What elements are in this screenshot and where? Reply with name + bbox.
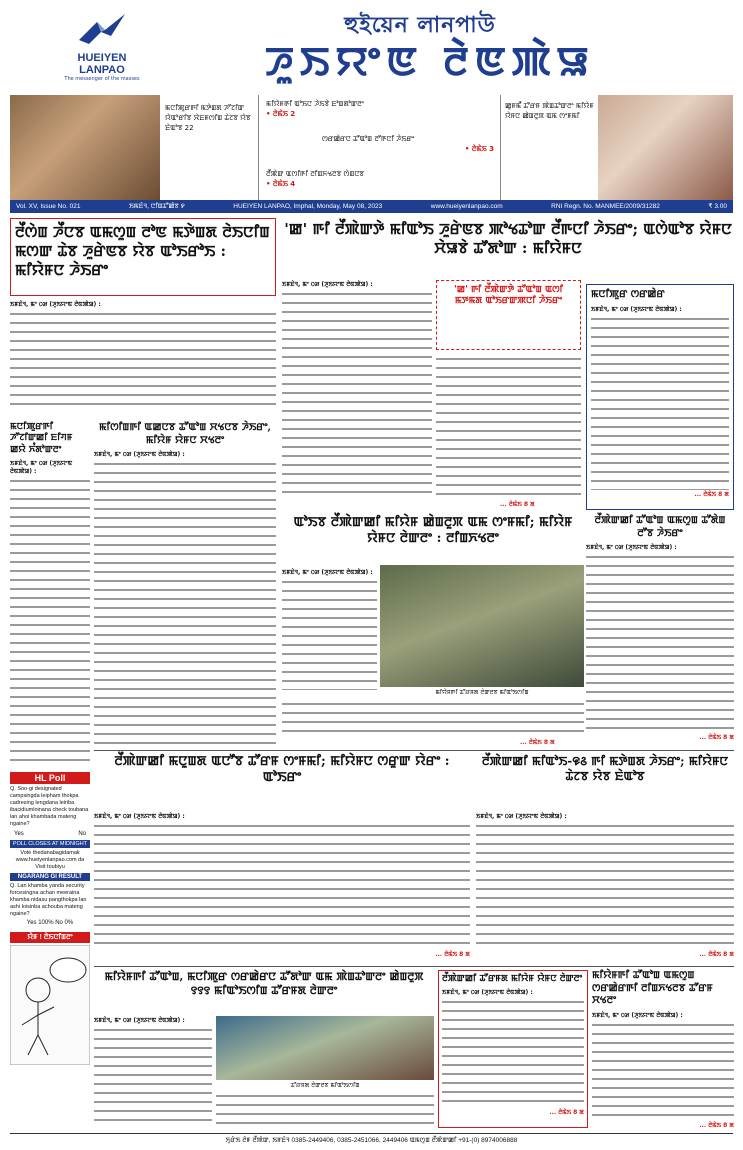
issue-reg: RNI Regn. No. MANMEE/2009/31282 <box>551 203 660 210</box>
story-2-subhead: 'ꯀ' ꯒꯤ ꯂꯩꯄꯥꯛꯇꯥ ꯊꯧꯑꯣꯡ ꯑꯁꯤ ꯃꯇꯃꯗ ꯑꯣꯏꯔꯛꯄꯅꯤ ꯍꯥꯏꯔꯦ <box>454 285 563 307</box>
story-9-continued[interactable]: ... ꯂꯥꯃꯥꯏ 8 ꯗ <box>699 951 734 958</box>
story-6-photo <box>380 565 584 687</box>
story-9-headline: ꯂꯩꯄꯥꯛꯀꯤ ꯃꯤꯑꯣꯏ-꯶꯴ ꯒꯤ ꯃꯇꯥꯡꯗ ꯍꯥꯏꯔꯦ; ꯃꯤꯌꯥꯝꯅ ꯊꯥꯖꯕ ꯌꯥꯕ ꯐꯥꯑꯣꯕ <box>481 754 729 783</box>
story-1-text <box>10 310 276 410</box>
story-8-headline: ꯂꯩꯄꯥꯛꯀꯤ ꯃꯅꯨꯡꯗ ꯑꯅꯧꯕ ꯊꯧꯔꯝ ꯁꯦꯝꯃꯤ; ꯃꯤꯌꯥꯝꯅ ꯁꯔꯨꯛ ꯌꯥꯔꯦ : ꯑꯣꯏꯔꯦ <box>114 754 450 786</box>
story-2-body <box>282 280 432 510</box>
story-6-body <box>282 568 377 698</box>
story-9-headline-box[interactable] <box>476 754 734 810</box>
story-7-headline: ꯂꯩꯄꯥꯛꯀꯤ ꯊꯧꯑꯣꯡ ꯑꯃꯁꯨꯡ ꯊꯧꯗꯥꯡ ꯂꯧꯕ ꯍꯥꯏꯔꯦ <box>594 515 726 539</box>
story-2-text <box>282 290 432 500</box>
story-12-dateline: ꯏꯝꯐꯥꯜ, ꯃꯦ ꯰꯷ (ꯍꯨꯏꯌꯦꯟ ꯂꯥꯟꯄꯥꯎ) : <box>592 1011 683 1019</box>
story-8-body <box>94 812 470 962</box>
story-8-continued[interactable]: ... ꯂꯥꯃꯥꯏ 8 ꯗ <box>435 951 470 958</box>
story-12-headline: ꯃꯤꯌꯥꯝꯒꯤ ꯊꯧꯑꯣꯡ ꯑꯃꯁꯨꯡ ꯁꯔꯀꯥꯔꯒꯤ ꯂꯤꯡꯈꯠꯂꯕ ꯊꯧꯔꯝ ꯆꯠꯂꯦ <box>592 970 713 1006</box>
story-4-headline: ꯃꯅꯤꯄꯨꯔꯒꯤ ꯍꯧꯖꯤꯛꯀꯤ ꯐꯤꯚꯝ ꯀꯌꯥ ꯈꯪꯗꯣꯛꯂꯦ <box>10 422 73 455</box>
masthead-title-bengali: হুইয়েন লানপাউ <box>344 13 496 38</box>
divider <box>258 95 259 200</box>
issue-vol: Vol. XV, Issue No. 021 <box>16 203 81 210</box>
story-11-continued[interactable]: ... ꯂꯥꯃꯥꯏ 8 ꯗ <box>549 1109 584 1117</box>
story-11-box <box>438 970 588 1128</box>
masthead <box>0 0 743 92</box>
story-1-headline: ꯂꯩꯁꯥꯡ ꯍꯩꯅꯕ ꯑꯃꯁꯨꯡ ꯂꯣꯟ ꯃꯇꯥꯡꯗ ꯂꯥꯏꯅꯤꯡ ꯃꯁꯛ ꯊꯥꯕ ꯍꯨꯔꯥꯟꯕ ꯌꯥꯕ ꯑꯣꯏꯔꯣꯏ : ꯃꯤꯌꯥꯝꯅ ꯍꯥꯏꯔꯦ <box>15 223 270 279</box>
story-2-headline-box[interactable] <box>282 218 734 274</box>
top-left-teaser: ꯃꯅꯤꯄꯨꯔꯒꯤ ꯃꯇꯥꯡꯗ ꯍꯧꯖꯤꯛ ꯌꯥꯑꯣꯔꯤꯕ ꯋꯥꯐꯝꯁꯤꯡ ꯊꯥꯖꯕ ꯌꯥꯕ ꯐꯥꯑꯣꯕ 22 <box>165 104 251 132</box>
poll-no[interactable]: No <box>78 831 86 837</box>
story-10-dateline: ꯏꯝꯐꯥꯜ, ꯃꯦ ꯰꯷ (ꯍꯨꯏꯌꯦꯟ ꯂꯥꯟꯄꯥꯎ) : <box>94 1017 185 1024</box>
teaser-item[interactable] <box>262 130 498 165</box>
poll-options <box>10 830 90 838</box>
story-2-continued[interactable]: ... ꯂꯥꯃꯥꯏ 8 ꯗ <box>500 501 535 508</box>
story-1-headline-box[interactable] <box>10 218 276 296</box>
story-6-dateline: ꯏꯝꯐꯥꯜ, ꯃꯦ ꯰꯷ (ꯍꯨꯏꯌꯦꯟ ꯂꯥꯟꯄꯥꯎ) : <box>282 569 373 576</box>
story-5-dateline: ꯏꯝꯐꯥꯜ, ꯃꯦ ꯰꯷ (ꯍꯨꯏꯌꯦꯟ ꯂꯥꯟꯄꯥꯎ) : <box>94 451 185 458</box>
story-8-headline-box[interactable] <box>94 754 470 810</box>
footer: ꯈꯨꯔꯥꯏ ꯂꯥꯝ ꯂꯩꯄꯥꯛ, ꯏꯝꯐꯥꯜ 0385-2449406, 0385-2451066, 2449406 ꯑꯃꯁꯨꯡ ꯂꯩꯄꯥꯛꯀꯤ +91-(0) 8974006888 <box>10 1133 733 1147</box>
top-right-photo <box>598 95 733 200</box>
cartoon-title: ꯌꯥꯝ ! ꯂꯥꯏꯅꯤꯡꯂꯦ <box>10 932 90 943</box>
top-right-teaser: ꯀꯨꯝꯃꯩ ꯊꯧꯔꯝ ꯄꯥꯡꯊꯣꯛꯂꯦ ꯃꯤꯌꯥꯝ ꯌꯥꯝꯅ ꯀꯥꯡꯂꯨꯞ ꯑꯃ ꯁꯦꯝꯃꯤ <box>505 102 594 120</box>
story-7-text <box>586 553 734 733</box>
issue-price: ₹ 3.00 <box>708 203 727 210</box>
divider <box>94 750 734 751</box>
poll-question: Q. Soo-gi designated campsingda leipham thokpa cadresing lengdana leiriba ibacidiumloinana check toubana lan ahoi khambada mateng ngaine? <box>10 786 89 827</box>
story-10-headline: ꯃꯤꯌꯥꯝꯒꯤ ꯊꯧꯑꯣꯡ, ꯃꯅꯤꯄꯨꯔ ꯁꯔꯀꯥꯔꯅ ꯊꯧꯗꯣꯛ ꯑꯃ ꯄꯥꯡꯊꯣꯛꯂꯦ ꯀꯥꯡꯂꯨꯞ ꯱꯱꯱ ꯃꯤꯑꯣꯏꯁꯤꯡ ꯊꯧꯔꯝꯗ ꯂꯥꯛꯂꯦ <box>104 970 424 997</box>
issue-date-local: ꯏꯃꯐꯥꯜ, ꯅꯤꯡꯊꯧꯀꯥꯕ ꯸ <box>128 203 185 210</box>
story-3-text <box>591 315 729 490</box>
story-2-headline: 'ꯀ' ꯒꯤ ꯂꯩꯄꯥꯛꯇꯥ ꯃꯤꯑꯣꯏ ꯍꯨꯔꯥꯟꯕ ꯄꯣꯠꯊꯣꯛ ꯂꯩꯒꯅꯤ ꯍꯥꯏꯔꯦ; ꯑꯁꯥꯑꯣꯕ ꯌꯥꯝꯅ ꯆꯥꯎꯕꯥ ꯊꯧꯗꯣꯛ : ꯃꯤꯌꯥꯝꯅ <box>284 220 732 257</box>
cartoon-icon <box>10 945 90 1065</box>
teaser-page: • ꯂꯥꯃꯥꯏ 2 <box>266 110 296 118</box>
story-9-body <box>476 812 734 962</box>
story-7-continued[interactable]: ... ꯂꯥꯃꯥꯏ 8 ꯗ <box>699 734 734 741</box>
teaser-text: ꯂꯩꯄꯥꯛ ꯑꯁꯤꯒꯤ ꯂꯤꯡꯈꯠꯂꯕ ꯁꯥꯡꯅꯕ <box>266 170 365 178</box>
logo-name-line2: LANPAO <box>79 64 125 76</box>
teaser-text: ꯃꯤꯌꯥꯝꯒꯤ ꯑꯣꯏꯅ ꯍꯥꯏꯕꯥ ꯐꯣꯡꯗꯣꯛꯂꯦ <box>266 100 364 108</box>
top-mid-teasers <box>262 95 498 200</box>
story-2-subhead-box <box>436 280 581 350</box>
story-6-caption: ꯃꯤꯌꯥꯝꯒꯤ ꯊꯧꯔꯝꯗ ꯂꯥꯛꯂꯕ ꯃꯤꯑꯣꯏꯁꯤꯡ <box>435 689 529 696</box>
divider <box>500 95 501 200</box>
story-10-photo <box>216 1016 434 1080</box>
divider <box>94 966 734 967</box>
story-3-headline: ꯃꯅꯤꯄꯨꯔ ꯁꯔꯀꯥꯔ <box>591 289 665 300</box>
logo-name-line1: HUEIYEN <box>77 52 127 64</box>
story-6-headline-box[interactable] <box>282 515 584 565</box>
story-3-continued[interactable]: ... ꯂꯥꯃꯥꯏ 8 ꯗ <box>694 490 729 498</box>
story-10-headline-box[interactable] <box>94 970 434 1014</box>
logo-tagline: The messenger of the masses <box>64 76 140 82</box>
teaser-text: ꯁꯔꯀꯥꯔꯅ ꯊꯧꯑꯣꯡ ꯂꯧꯒꯅꯤ ꯍꯥꯏꯔꯦ <box>322 135 415 143</box>
story-12 <box>592 970 734 1128</box>
story-6-continued[interactable]: ... ꯂꯥꯃꯥꯏ 8 ꯗ <box>520 739 555 746</box>
story-2-dateline: ꯏꯝꯐꯥꯜ, ꯃꯦ ꯰꯷ (ꯍꯨꯏꯌꯦꯟ ꯂꯥꯟꯄꯥꯎ) : <box>282 281 373 288</box>
poll-title: HL Poll <box>10 772 90 784</box>
story-6-headline: ꯑꯣꯏꯕ ꯂꯩꯄꯥꯛꯀꯤ ꯃꯤꯌꯥꯝ ꯀꯥꯡꯂꯨꯞ ꯑꯃ ꯁꯦꯝꯃꯤ; ꯃꯤꯌꯥꯝ ꯌꯥꯝꯅ ꯂꯥꯛꯂꯦ : ꯂꯤꯡꯈꯠꯂꯦ <box>293 515 573 547</box>
story-4-text <box>10 477 90 762</box>
poll-result-title: NGARANG GI RESULT <box>10 873 90 881</box>
poll-yes[interactable]: Yes <box>14 831 24 837</box>
story-10-caption: ꯊꯧꯔꯝꯗ ꯂꯥꯛꯂꯕ ꯃꯤꯑꯣꯏꯁꯤꯡ <box>290 1082 360 1089</box>
poll-sidebar <box>10 772 90 1127</box>
story-10-text-bottom <box>216 1092 434 1128</box>
poll-result-question: Q. Lan khamba yanda security forcesingna achan meeraina khamba nidasu pangthokpa lan ashi loisinba achouba mateng ngaine? <box>10 883 87 917</box>
story-5-text <box>94 460 276 750</box>
teaser-item[interactable] <box>262 165 498 200</box>
story-12-text <box>592 1021 734 1121</box>
teaser-item[interactable] <box>262 95 498 130</box>
story-1-dateline: ꯏꯝꯐꯥꯜ, ꯃꯦ ꯰꯷ (ꯍꯨꯏꯌꯦꯟ ꯂꯥꯟꯄꯥꯎ) : <box>10 301 101 308</box>
story-1-body <box>10 300 276 418</box>
poll-result-values: Yes 100% No 0% <box>26 920 74 926</box>
story-6-text <box>282 578 377 690</box>
story-11-headline: ꯂꯩꯄꯥꯛꯀꯤ ꯊꯧꯔꯝꯗ ꯃꯤꯌꯥꯝ ꯌꯥꯝꯅ ꯂꯥꯛꯂꯦ <box>442 974 583 984</box>
story-10-text <box>94 1026 212 1122</box>
story-11-dateline: ꯏꯝꯐꯥꯜ, ꯃꯦ ꯰꯷ (ꯍꯨꯏꯌꯦꯟ ꯂꯥꯟꯄꯥꯎ) : <box>442 989 533 997</box>
story-5 <box>94 422 276 767</box>
issue-website[interactable]: www.hueiyenlanpao.com <box>430 203 503 210</box>
bird-logo-icon <box>75 10 129 48</box>
story-2-text-col2 <box>436 355 581 500</box>
issue-strip <box>10 200 733 213</box>
story-10-body <box>94 1016 212 1128</box>
story-7 <box>586 515 734 745</box>
poll-vote-info[interactable]: Vote thedanabagidamak www.hueiyenlanpao.com da Visit toubiyu <box>15 850 85 870</box>
poll-closes: POLL CLOSES AT MIDNIGHT <box>10 840 90 848</box>
teaser-page: • ꯂꯥꯃꯥꯏ 3 <box>464 145 494 153</box>
issue-paper: HUEIYEN LANPAO, Imphal, Monday, May 08, 2023 <box>233 203 383 210</box>
story-9-dateline: ꯏꯝꯐꯥꯜ, ꯃꯦ ꯰꯷ (ꯍꯨꯏꯌꯦꯟ ꯂꯥꯟꯄꯥꯎ) : <box>476 813 567 820</box>
story-8-dateline: ꯏꯝꯐꯥꯜ, ꯃꯦ ꯰꯷ (ꯍꯨꯏꯌꯦꯟ ꯂꯥꯟꯄꯥꯎ) : <box>94 813 185 820</box>
story-6-text-bottom <box>282 700 584 736</box>
teaser-page: • ꯂꯥꯃꯥꯏ 4 <box>266 180 296 188</box>
story-3-dateline: ꯏꯝꯐꯥꯜ, ꯃꯦ ꯰꯷ (ꯍꯨꯏꯌꯦꯟ ꯂꯥꯟꯄꯥꯎ) : <box>591 305 682 313</box>
story-5-headline: ꯃꯤꯁꯤꯡꯒꯤ ꯑꯀꯅꯕ ꯊꯧꯑꯣꯡ ꯆꯠꯅꯕ ꯍꯥꯏꯔꯦ, ꯃꯤꯌꯥꯝ ꯌꯥꯝꯅ ꯆꯠꯂꯦ <box>99 422 271 446</box>
masthead-title-meitei: ꯍꯨꯏꯌꯦꯟ ꯂꯥꯟꯄꯥꯎ <box>265 38 595 85</box>
story-11-text <box>442 998 584 1108</box>
story-3-box <box>586 284 734 510</box>
story-8-text <box>94 822 470 950</box>
story-9-text <box>476 822 734 950</box>
story-7-dateline: ꯏꯝꯐꯥꯜ, ꯃꯦ ꯰꯷ (ꯍꯨꯏꯌꯦꯟ ꯂꯥꯟꯄꯥꯎ) : <box>586 544 677 551</box>
story-4 <box>10 422 90 767</box>
story-4-dateline: ꯏꯝꯐꯥꯜ, ꯃꯦ ꯰꯷ (ꯍꯨꯏꯌꯦꯟ ꯂꯥꯟꯄꯥꯎ) : <box>10 459 73 475</box>
logo <box>52 10 152 88</box>
top-left-photo <box>10 95 160 200</box>
story-12-continued[interactable]: ... ꯂꯥꯃꯥꯏ 8 ꯗ <box>699 1121 734 1129</box>
